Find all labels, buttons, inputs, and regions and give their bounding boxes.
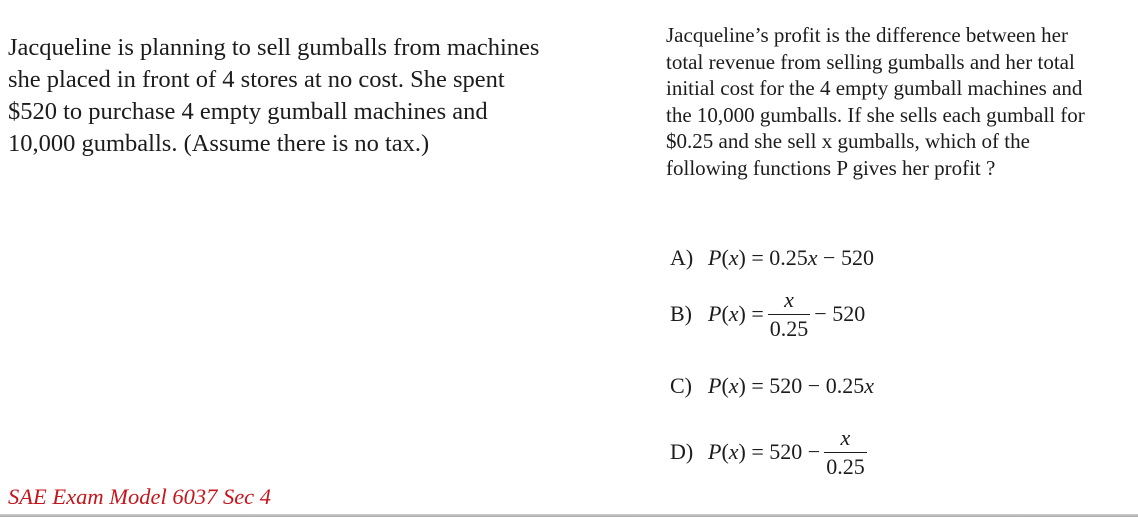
question-text: Jacqueline’s profit is the difference between her total revenue from selling gumballs and her total initial cost for the 4 empty gumball machines and the 10,000 gumballs. If she sells each gumball for $0.25 and she sell x gumballs, which of the following functions P gives her profit ? — [666, 23, 1085, 180]
option-c[interactable] — [670, 366, 874, 406]
option-d-letter: D) — [670, 439, 694, 464]
footer-source-label: SAE Exam Model 6037 Sec 4 — [8, 484, 272, 509]
option-b-fraction — [768, 286, 811, 341]
option-d-denominator: 0.25 — [826, 453, 865, 479]
option-b-numerator: x — [784, 286, 794, 312]
option-d[interactable] — [670, 424, 871, 479]
option-c-letter: C) — [670, 373, 692, 398]
option-a-letter: A) — [670, 245, 694, 270]
option-a[interactable] — [670, 238, 874, 278]
option-b[interactable] — [670, 286, 866, 341]
passage-text: Jacqueline is planning to sell gumballs from machines she placed in front of 4 stores at no cost. She spent $520 to purchase 4 empty gumball machines and 10,000 gumballs. (Assume there is no tax.) — [8, 34, 540, 157]
option-a-equation: P(x) = 0.25x − 520 — [708, 245, 874, 270]
option-b-equation: P(x) = $\frac{x}{0.25}$ − 520 — [708, 286, 866, 341]
option-b-denominator: 0.25 — [769, 315, 809, 341]
option-d-numerator: x — [840, 424, 851, 450]
option-d-equation: P(x) = 520 − $\frac{x}{0.25}$ — [708, 424, 865, 479]
option-b-letter: B) — [670, 301, 692, 326]
option-d-fraction — [824, 424, 867, 479]
option-c-equation: P(x) = 520 − 0.25x — [708, 373, 874, 398]
